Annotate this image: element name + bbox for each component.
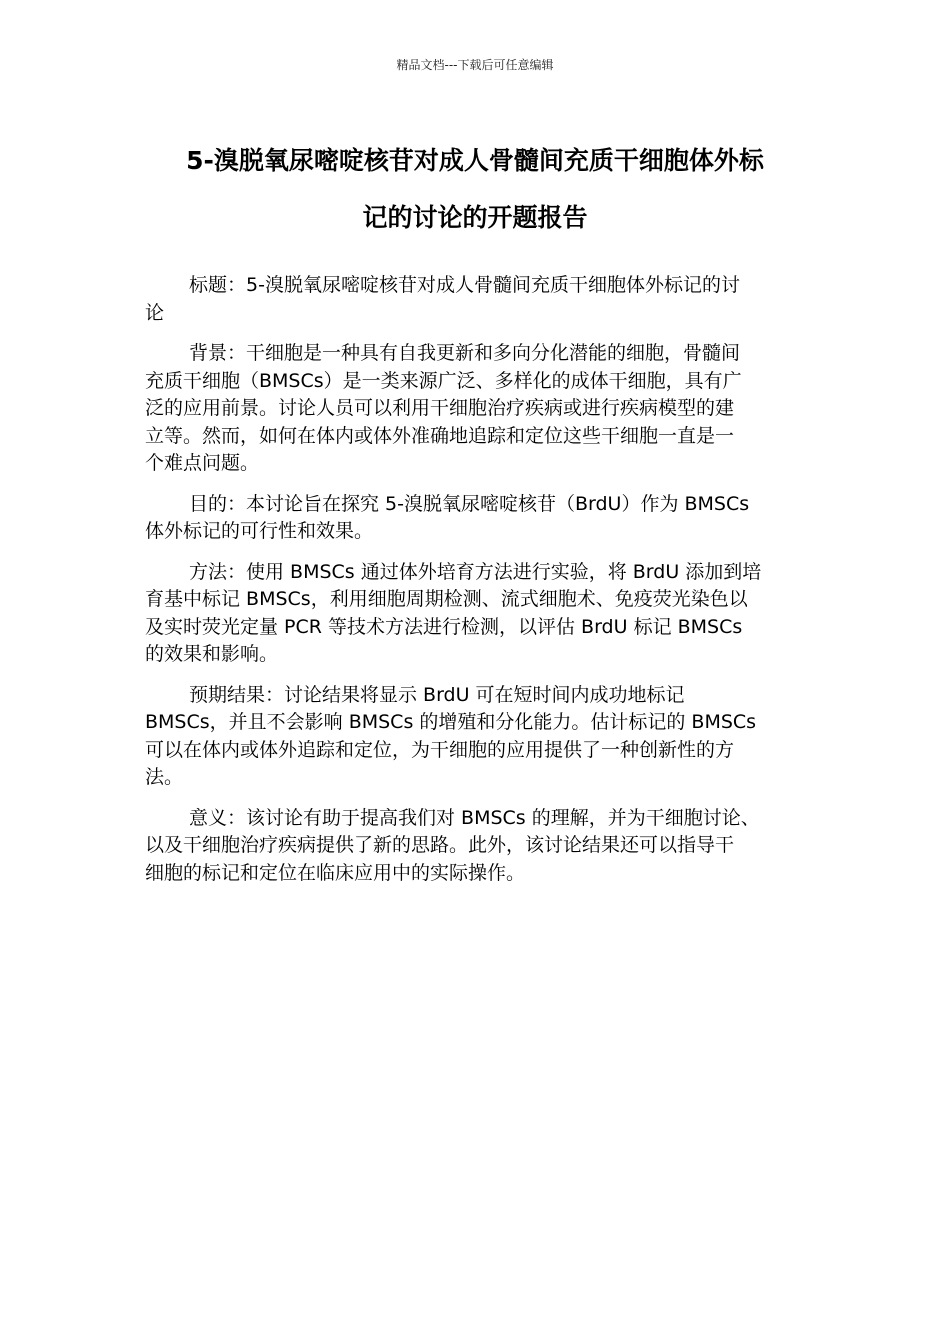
paragraph-purpose: [145, 491, 806, 546]
paragraph-line: 体外标记的可行性和效果。: [145, 520, 374, 542]
paragraph-title: [145, 272, 806, 327]
paragraph-line: 细胞的标记和定位在临床应用中的实际操作。: [145, 861, 526, 884]
paragraph-line: BMSCs，并且不会影响 BMSCs 的增殖和分化能力。估计标记的 BMSCs: [145, 711, 757, 733]
paragraph-line: 预期结果：讨论结果将显示 BrdU 可在短时间内成功地标记: [189, 683, 685, 706]
paragraph-line: 标题：5-溴脱氧尿嘧啶核苷对成人骨髓间充质干细胞体外标记的讨: [189, 274, 740, 296]
paragraph-line: 目的：本讨论旨在探究 5-溴脱氧尿嘧啶核苷（BrdU）作为 BMSCs: [189, 492, 750, 515]
paragraph-line: 育基中标记 BMSCs，利用细胞周期检测、流式细胞术、免疫荧光染色以: [145, 588, 748, 610]
paragraph-line: 意义：该讨论有助于提高我们对 BMSCs 的理解，并为干细胞讨论、: [189, 806, 760, 829]
paragraph-line: 及实时荧光定量 PCR 等技术方法进行检测，以评估 BrdU 标记 BMSCs: [145, 615, 743, 638]
paragraph-line: 泛的应用前景。讨论人员可以利用干细胞治疗疾病或进行疾病模型的建: [145, 397, 735, 419]
title-line: 5-溴脱氧尿嘧啶核苷对成人骨髓间充质干细胞体外标: [186, 146, 764, 175]
paragraph-expected-results: [145, 682, 806, 792]
paragraph-line: 以及干细胞治疗疾病提供了新的思路。此外，该讨论结果还可以指导干: [145, 834, 735, 856]
paragraph-methods: [145, 559, 806, 669]
paragraph-line: 可以在体内或体外追踪和定位，为干细胞的应用提供了一种创新性的方: [145, 738, 735, 761]
paragraph-line: 背景：干细胞是一种具有自我更新和多向分化潜能的细胞，骨髓间: [189, 342, 741, 364]
paragraph-line: 充质干细胞（BMSCs）是一类来源广泛、多样化的成体干细胞，具有广: [145, 369, 742, 392]
paragraph-line: 法。: [145, 766, 184, 788]
paragraph-line: 立等。然而，如何在体内或体外准确地追踪和定位这些干细胞一直是一: [145, 424, 735, 447]
paragraph-background: [145, 340, 806, 478]
paragraph-line: 个难点问题。: [145, 452, 260, 474]
title-line: 记的讨论的开题报告: [362, 203, 588, 232]
header-note: 精品文档---下载后可任意编辑: [396, 58, 554, 72]
paragraph-line: 的效果和影响。: [145, 643, 279, 665]
document-body: [145, 272, 806, 900]
paragraph-line: 论: [145, 301, 165, 324]
document-title: [130, 132, 820, 246]
paragraph-significance: [145, 805, 806, 888]
paragraph-line: 方法：使用 BMSCs 通过体外培育方法进行实验，将 BrdU 添加到培: [189, 560, 762, 583]
